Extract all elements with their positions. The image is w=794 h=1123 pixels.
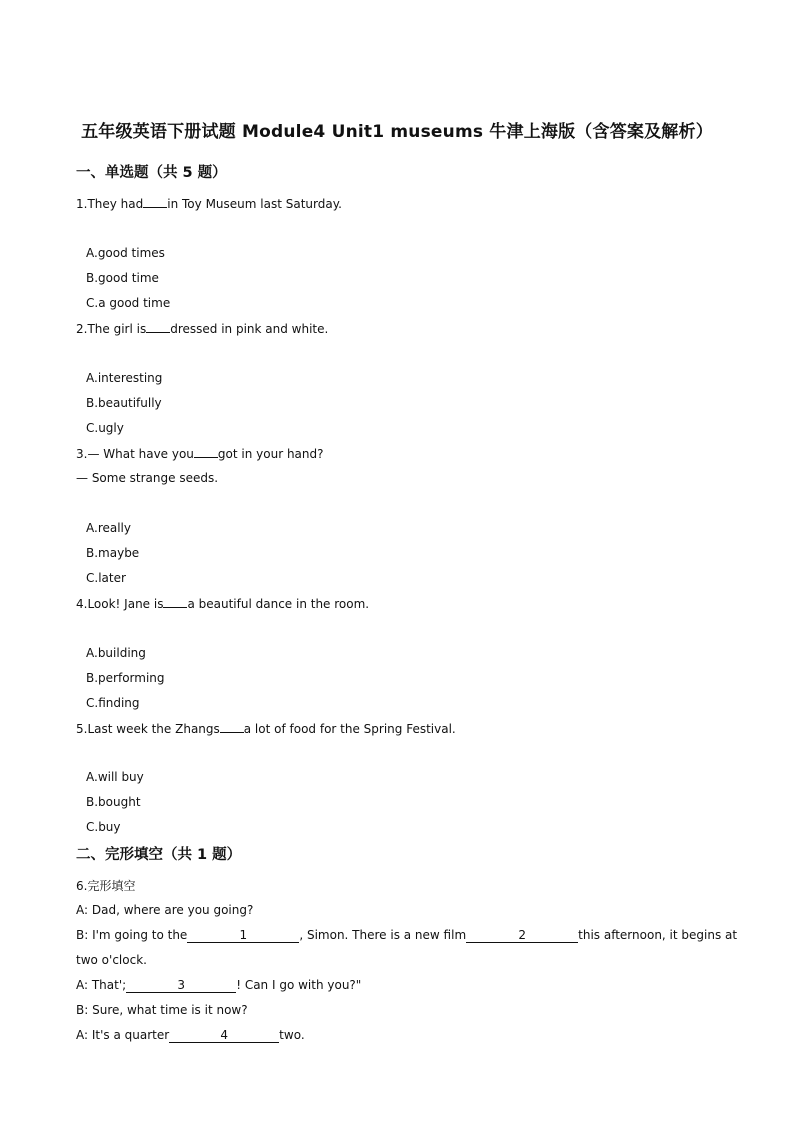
question-1-option-a: A.good times (86, 246, 165, 260)
question-3-text-after: got in your hand? (217, 447, 324, 461)
numbered-blank-1: 1 (187, 928, 299, 943)
question-5-option-c: C.buy (86, 820, 121, 834)
question-4-text-before: 4.Look! Jane is (76, 597, 164, 611)
question-5-option-a: A.will buy (86, 770, 144, 784)
question-2-option-b: B.beautifully (86, 396, 162, 410)
question-1-option-c: C.a good time (86, 296, 171, 310)
question-3-option-c: C.later (86, 571, 126, 585)
dialogue-line-6-part-b: two. (279, 1028, 305, 1042)
question-4-option-a: A.building (86, 646, 146, 660)
dialogue-line-4-part-a: A: That'; (76, 978, 127, 992)
question-4-text-after: a beautiful dance in the room. (187, 597, 370, 611)
numbered-blank-2: 2 (466, 928, 578, 943)
question-1-text-before: 1.They had (76, 197, 144, 211)
section-heading-cloze: 二、完形填空（共 1 题） (76, 847, 242, 863)
question-5-text-after: a lot of food for the Spring Festival. (243, 722, 456, 736)
answer-blank (220, 720, 244, 733)
question-3-reply: — Some strange seeds. (76, 471, 219, 485)
answer-blank (194, 445, 218, 458)
question-3 (76, 445, 324, 462)
question-3-option-a: A.really (86, 521, 131, 535)
numbered-blank-4: 4 (169, 1028, 279, 1043)
dialogue-line-2-part-b: , Simon. There is a new film (299, 928, 467, 942)
dialogue-line-4 (76, 977, 361, 993)
question-5 (76, 720, 456, 737)
question-2-option-a: A.interesting (86, 371, 163, 385)
dialogue-line-2 (76, 927, 737, 943)
answer-blank (146, 320, 170, 333)
dialogue-line-2-part-c: this afternoon, it begins at (578, 928, 738, 942)
dialogue-line-4-part-b: ! Can I go with you?" (236, 978, 362, 992)
answer-blank (163, 595, 187, 608)
question-4-option-b: B.performing (86, 671, 165, 685)
question-1 (76, 195, 342, 212)
cloze-item-label: 6.完形填空 (76, 879, 136, 893)
question-3-option-b: B.maybe (86, 546, 140, 560)
question-1-text-after: in Toy Museum last Saturday. (167, 197, 342, 211)
question-2-text-before: 2.The girl is (76, 322, 147, 336)
question-1-option-b: B.good time (86, 271, 159, 285)
numbered-blank-3: 3 (126, 978, 236, 993)
question-2-text-after: dressed in pink and white. (170, 322, 329, 336)
question-5-option-b: B.bought (86, 795, 141, 809)
page-title: 五年级英语下册试题 Module4 Unit1 museums 牛津上海版（含答案及解析） (81, 122, 713, 142)
dialogue-line-6 (76, 1027, 305, 1043)
question-3-text-before: 3.— What have you (76, 447, 194, 461)
dialogue-line-5: B: Sure, what time is it now? (76, 1003, 248, 1017)
section-heading-single-choice: 一、单选题（共 5 题） (76, 165, 227, 181)
dialogue-line-1: A: Dad, where are you going? (76, 903, 254, 917)
dialogue-line-3: two o'clock. (76, 953, 147, 967)
dialogue-line-2-part-a: B: I'm going to the (76, 928, 188, 942)
question-4-option-c: C.finding (86, 696, 140, 710)
question-5-text-before: 5.Last week the Zhangs (76, 722, 220, 736)
question-2 (76, 320, 328, 337)
question-4 (76, 595, 369, 612)
dialogue-line-6-part-a: A: It's a quarter (76, 1028, 170, 1042)
answer-blank (143, 195, 167, 208)
question-2-option-c: C.ugly (86, 421, 124, 435)
